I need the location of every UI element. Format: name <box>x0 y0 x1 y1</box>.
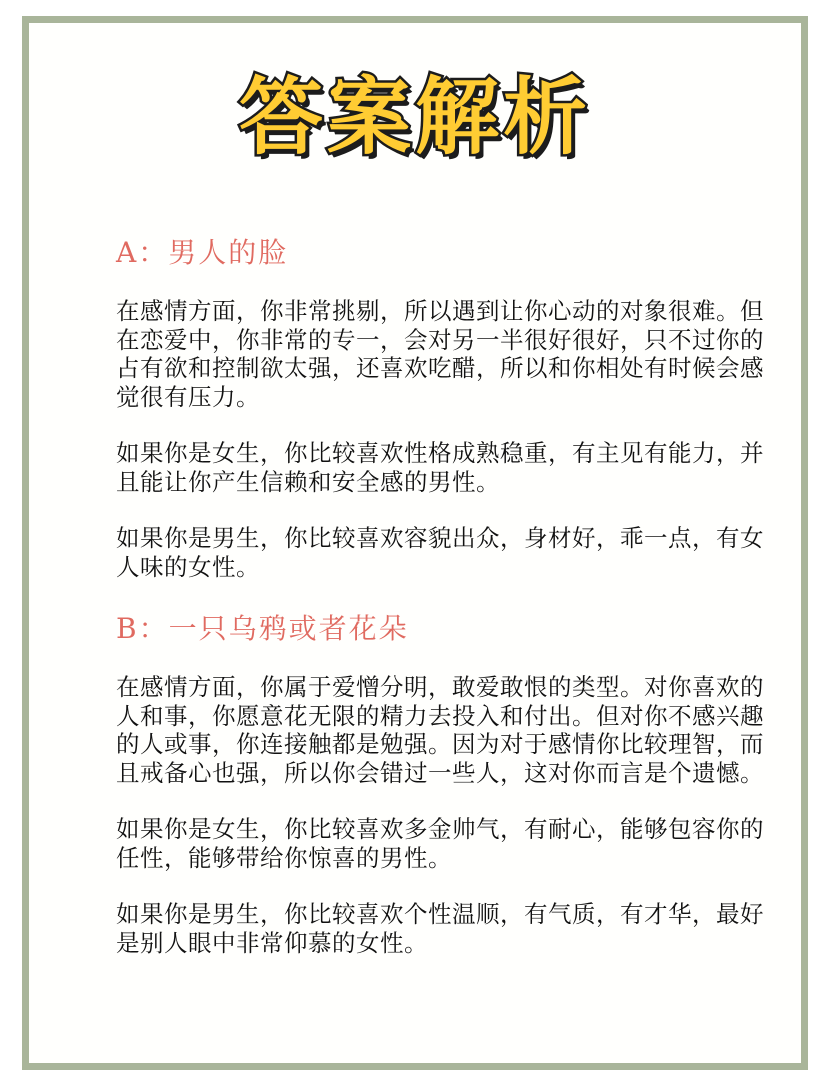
section-b-paragraph-3: 如果你是男生，你比较喜欢个性温顺，有气质，有才华，最好是别人眼中非常仰慕的女性。 <box>116 900 764 957</box>
content <box>116 233 786 985</box>
section-a-paragraph-2: 如果你是女生，你比较喜欢性格成熟稳重，有主见有能力，并且能让你产生信赖和安全感的男性。 <box>116 439 764 496</box>
page-title: 答案解析 <box>238 68 591 166</box>
section-a-heading: A：男人的脸 <box>116 236 289 269</box>
section-b <box>116 609 786 957</box>
page-frame <box>22 16 808 1070</box>
section-b-heading: B：一只乌鸦或者花朵 <box>116 612 409 645</box>
section-b-paragraph-1: 在感情方面，你属于爱憎分明，敢爱敢恨的类型。对你喜欢的人和事，你愿意花无限的精力去投入和付出。但对你不感兴趣的人或事，你连接触都是勉强。因为对于感情你比较理智，而且戒备心也强，所以你会错过一些人，这对你而言是个遗憾。 <box>116 673 764 787</box>
section-a-paragraph-3: 如果你是男生，你比较喜欢容貌出众，身材好，乖一点，有女人味的女性。 <box>116 524 764 581</box>
section-a-paragraph-1: 在感情方面，你非常挑剔，所以遇到让你心动的对象很难。但在恋爱中，你非常的专一，会对另一半很好很好，只不过你的占有欲和控制欲太强，还喜欢吃醋，所以和你相处有时候会感觉很有压力。 <box>116 297 764 411</box>
section-b-paragraph-2: 如果你是女生，你比较喜欢多金帅气，有耐心，能够包容你的任性，能够带给你惊喜的男性。 <box>116 815 764 872</box>
section-a <box>116 233 786 581</box>
